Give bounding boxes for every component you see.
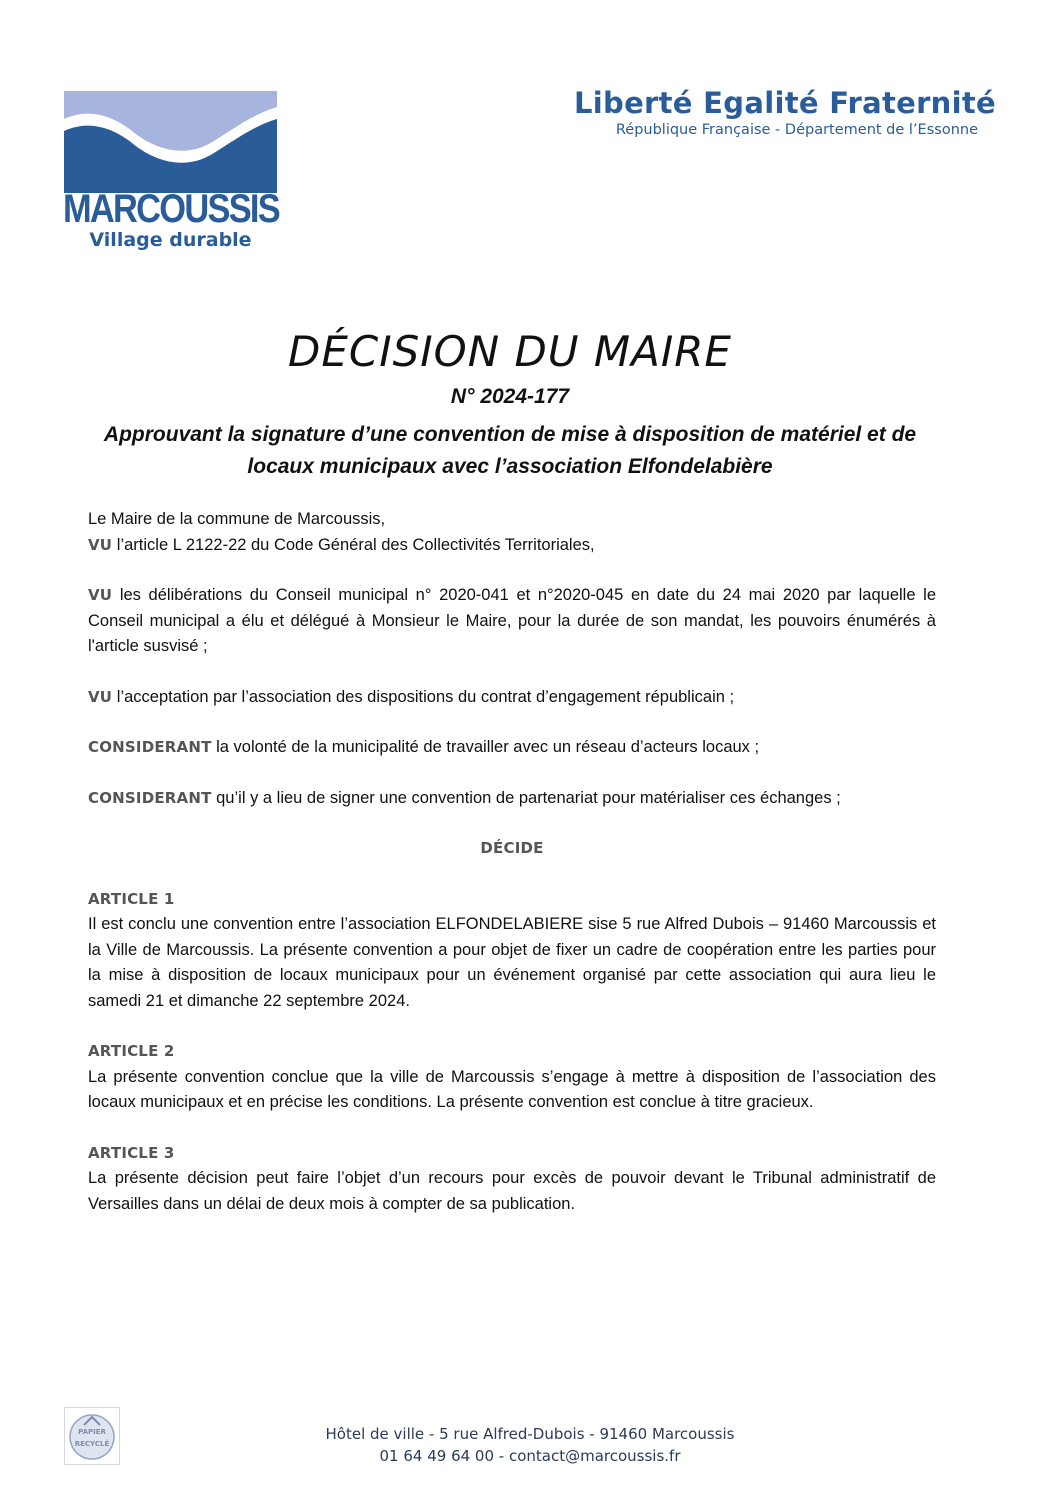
vu-keyword: VU xyxy=(88,586,113,604)
article-heading xyxy=(88,887,936,913)
article-2-text: La présente convention conclue que la ville de Marcoussis s’engage à mettre à disposition de l’association des locaux municipaux et en précise les conditions. La présente convention est conclue à titre gracieux. xyxy=(88,1067,936,1111)
considerant-text: la volonté de la municipalité de travailler avec un réseau d’acteurs locaux ; xyxy=(211,738,760,756)
motto-subtitle: République Française - Département de l’Essonne xyxy=(615,122,978,138)
marcoussis-logo xyxy=(64,91,277,266)
svg-text:RECYCLÉ: RECYCLÉ xyxy=(74,1440,110,1448)
decision-subject xyxy=(60,419,960,483)
article-3-heading: ARTICLE 3 xyxy=(88,1143,175,1162)
considerant-paragraph-1 xyxy=(88,735,936,761)
logo-tagline: Village durable xyxy=(89,229,252,251)
subject-line-2: locaux municipaux avec l’association Elfondelabière xyxy=(247,455,773,478)
recycled-paper-icon xyxy=(64,1407,120,1465)
vu-keyword: VU xyxy=(88,687,113,706)
republic-motto xyxy=(574,86,996,138)
article-2-heading: ARTICLE 2 xyxy=(88,1042,175,1060)
article-1-text: Il est conclu une convention entre l’association ELFONDELABIERE sise 5 rue Alfred Dubois – 91460 Marcoussis et la Ville de Marcoussis. La présente convention a pour objet de fixer un cadre de coopération entre les parties pour la mise à disposition de locaux municipaux pour un événement organisé par cette association qui aura lieu le samedi 21 et dimanche 22 septembre 2024. xyxy=(88,915,936,1010)
footer-address: Hôtel de ville - 5 rue Alfred-Dubois - 91460 Marcoussis xyxy=(325,1425,735,1443)
vu-text: les délibérations du Conseil municipal n° 2020-041 et n°2020-045 en date du 24 mai 2020 par laquelle le Conseil municipal a élu et délégué à Monsieur le Maire, pour la durée de son mandat, les pouvoirs énumérés à l'article susvisé ; xyxy=(88,586,936,655)
decide-heading xyxy=(88,836,936,862)
document-body xyxy=(88,507,936,1217)
article-1-heading: ARTICLE 1 xyxy=(88,889,175,908)
decide-keyword: DÉCIDE xyxy=(480,839,544,857)
vu-text: l’acceptation par l’association des dispositions du contrat d’engagement républicain ; xyxy=(112,687,735,706)
logo-name: MARCOUSSIS xyxy=(63,187,279,231)
considerant-text: qu’il y a lieu de signer une convention de partenariat pour matérialiser ces échanges ; xyxy=(211,788,841,807)
vu-text: l’article L 2122-22 du Code Général des Collectivités Territoriales, xyxy=(112,535,595,554)
vu-paragraph-2 xyxy=(88,583,936,660)
considerant-keyword: CONSIDERANT xyxy=(88,738,212,756)
decision-number: N° 2024-177 xyxy=(450,385,570,408)
subject-line-1: Approuvant la signature d’une convention de mise à disposition de matériel et de xyxy=(103,423,917,446)
intro-line: Le Maire de la commune de Marcoussis, xyxy=(88,510,386,528)
article-heading xyxy=(88,1039,936,1065)
vu-paragraph-1 xyxy=(88,533,936,559)
footer xyxy=(200,1423,860,1467)
article-3-text: La présente décision peut faire l’objet d’un recours pour excès de pouvoir devant le Tribunal administratif de Versailles dans un délai de deux mois à compter de sa publication. xyxy=(88,1169,936,1213)
document-title: DÉCISION DU MAIRE xyxy=(288,327,732,376)
svg-text:PAPIER: PAPIER xyxy=(78,1428,106,1436)
vu-paragraph-3 xyxy=(88,685,936,711)
footer-contact: 01 64 49 64 00 - contact@marcoussis.fr xyxy=(379,1447,681,1465)
considerant-keyword: CONSIDERANT xyxy=(88,788,212,807)
article-heading xyxy=(88,1141,936,1167)
wave-logo-icon xyxy=(64,91,277,193)
motto-text: Liberté Egalité Fraternité xyxy=(574,86,996,120)
considerant-paragraph-2 xyxy=(88,786,936,812)
vu-keyword: VU xyxy=(88,535,113,554)
